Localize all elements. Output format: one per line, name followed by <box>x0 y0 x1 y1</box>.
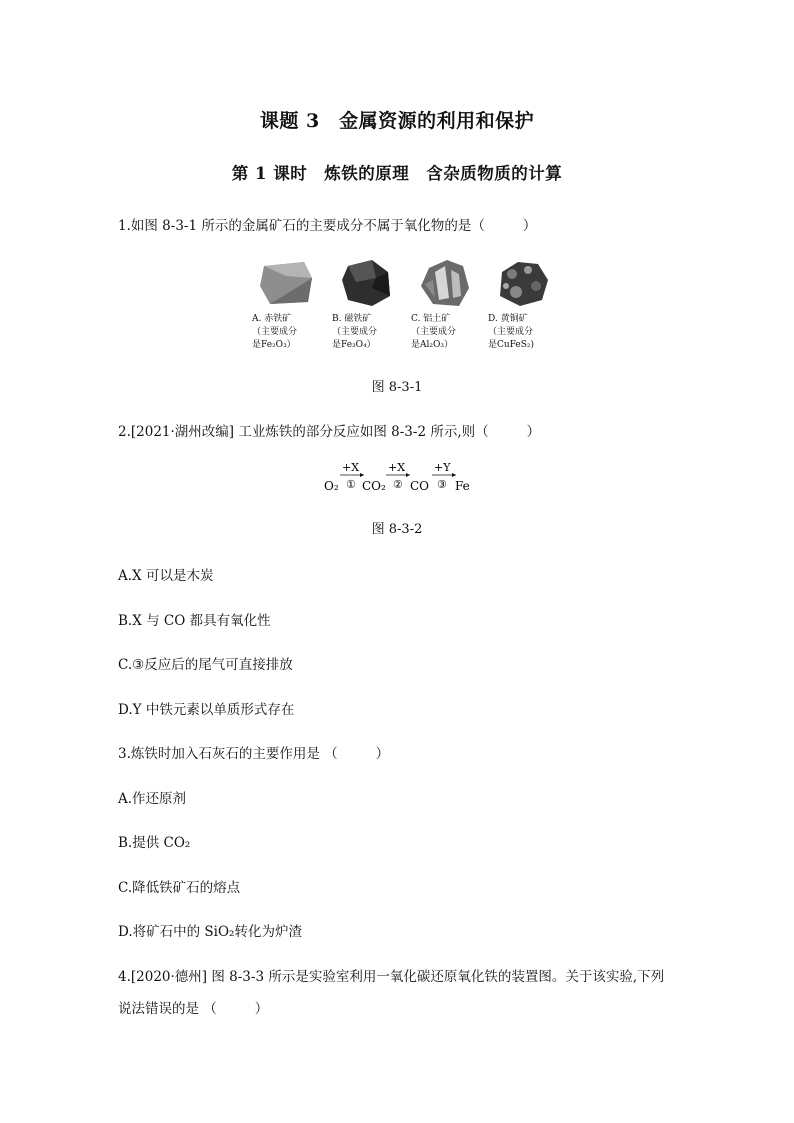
mineral-label-line3: 是Fe₃O₄） <box>332 340 376 350</box>
question-1-close: ） <box>522 218 537 234</box>
bauxite-image <box>415 258 475 308</box>
mineral-bauxite <box>411 258 491 351</box>
step-3-mark: ③ <box>437 478 447 491</box>
mineral-label-line2: （主要成分 <box>488 327 534 337</box>
question-4-close: ） <box>254 1001 269 1017</box>
question-2-close: ） <box>526 424 541 440</box>
question-4-text: 说法错误的是 （ <box>118 1001 217 1017</box>
question-3-close: ） <box>375 746 390 762</box>
step-2-mark: ② <box>393 478 403 491</box>
species-o2: O₂ <box>324 479 339 493</box>
mineral-label-line3: 是Fe₂O₃） <box>252 340 296 350</box>
reaction-scheme <box>322 458 482 498</box>
question-3-text: 3.炼铁时加入石灰石的主要作用是 （ <box>118 746 338 762</box>
reagent-label-2: +X <box>388 461 406 474</box>
q3-option-c: C.降低铁矿石的熔点 <box>118 880 241 896</box>
question-2-text: 2.[2021·湖州改编] 工业炼铁的部分反应如图 8-3-2 所示,则（ <box>118 424 489 440</box>
mineral-label-line1: D. 黄铜矿 <box>488 314 528 324</box>
q2-option-a: A.X 可以是木炭 <box>118 568 214 584</box>
mineral-label-line2: （主要成分 <box>411 327 457 337</box>
step-1-mark: ① <box>346 478 356 491</box>
figure-caption-8-3-1: 图 8-3-1 <box>371 380 423 395</box>
mineral-label-line3: 是CuFeS₂) <box>488 340 535 350</box>
arrow-head-3 <box>452 473 456 477</box>
species-co2: CO₂ <box>362 479 386 493</box>
hematite-image <box>256 258 316 308</box>
question-3 <box>118 742 389 762</box>
question-1 <box>118 214 536 234</box>
question-2 <box>118 420 540 440</box>
lesson-subtitle: 第 1 课时 炼铁的原理 含杂质物质的计算 <box>231 164 563 183</box>
arrow-head-1 <box>360 473 364 477</box>
page-title: 课题 3 金属资源的利用和保护 <box>259 110 535 132</box>
q3-option-a: A.作还原剂 <box>118 791 187 807</box>
q2-option-b: B.X 与 CO 都具有氧化性 <box>118 613 271 629</box>
q3-option-b: B.提供 CO₂ <box>118 835 191 851</box>
reagent-label-3: +Y <box>434 461 451 474</box>
question-4-line2 <box>118 997 268 1017</box>
mineral-label-line2: （主要成分 <box>332 327 378 337</box>
mineral-label-line1: A. 赤铁矿 <box>252 314 292 324</box>
mineral-label-line1: C. 铝土矿 <box>411 314 451 324</box>
q3-option-d: D.将矿石中的 SiO₂转化为炉渣 <box>118 924 302 940</box>
q2-option-c: C.③反应后的尾气可直接排放 <box>118 657 293 673</box>
reagent-label-1: +X <box>342 461 360 474</box>
q2-option-d: D.Y 中铁元素以单质形式存在 <box>118 702 295 718</box>
species-fe: Fe <box>455 479 470 493</box>
mineral-magnetite <box>332 258 412 351</box>
chalcopyrite-image <box>492 258 552 308</box>
figure-caption-8-3-2: 图 8-3-2 <box>371 522 423 537</box>
mineral-label-line1: B. 磁铁矿 <box>332 314 372 324</box>
mineral-label-line2: （主要成分 <box>252 327 298 337</box>
mineral-chalcopyrite <box>488 258 568 351</box>
magnetite-image <box>336 258 396 308</box>
species-co: CO <box>410 479 430 493</box>
arrow-head-2 <box>406 473 410 477</box>
mineral-label-line3: 是Al₂O₃） <box>411 340 453 350</box>
question-1-text: 1.如图 8-3-1 所示的金属矿石的主要成分不属于氧化物的是（ <box>118 218 485 234</box>
mineral-hematite <box>252 258 332 351</box>
question-4-line1: 4.[2020·德州] 图 8-3-3 所示是实验室利用一氧化碳还原氧化铁的装置图。关于该实验,下列 <box>118 969 665 985</box>
